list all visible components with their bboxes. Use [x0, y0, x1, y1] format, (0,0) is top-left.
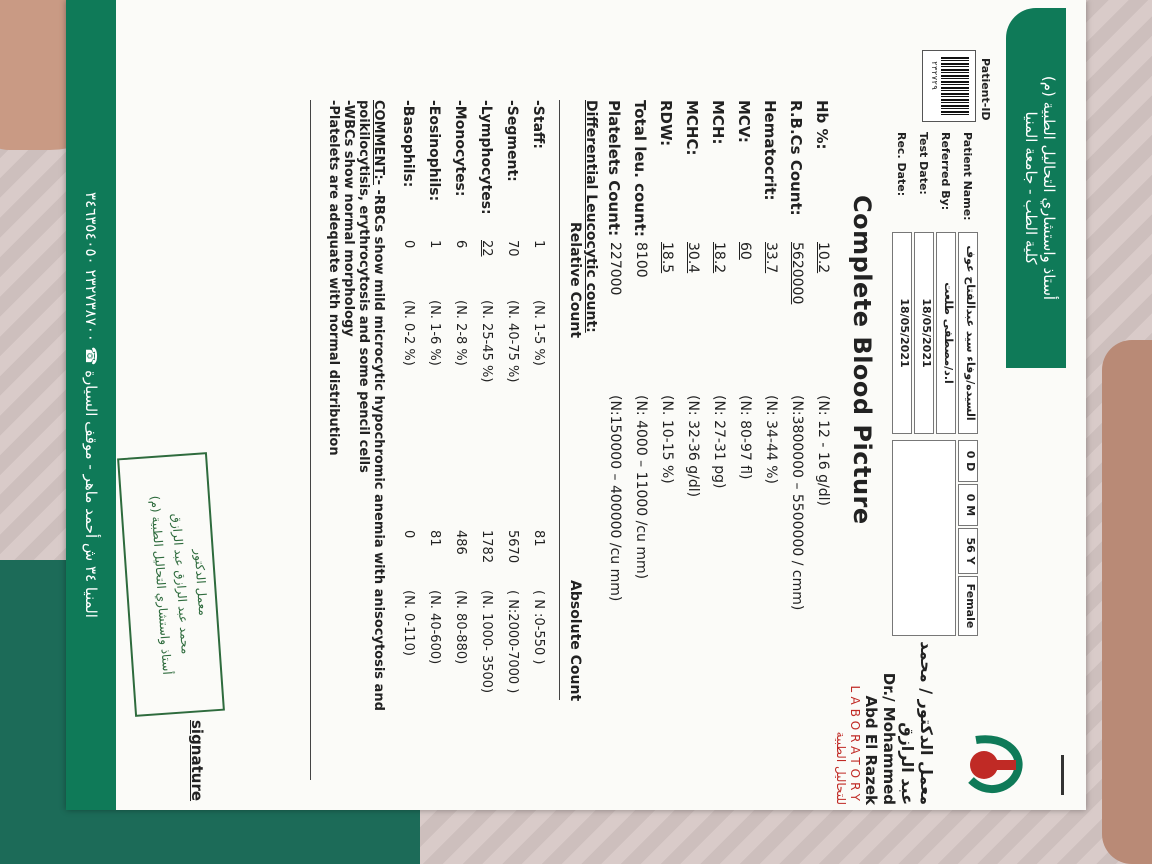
diff-rel-baso: 0	[401, 240, 416, 249]
test-date-label: Test Date:	[917, 132, 930, 195]
row-label-wbc: Total leu. count:	[631, 100, 649, 237]
row-normal-rdw: (N. 10-15 %)	[659, 395, 675, 484]
diff-reln-lymph: (N. 25-45 %)	[479, 300, 494, 383]
comment-line-4: -Platelets are adequate with normal distribution	[326, 100, 341, 456]
barcode-bars	[941, 57, 969, 115]
row-normal-hct: (N: 34-44 %)	[763, 395, 779, 484]
lab-report-paper	[66, 0, 1086, 810]
row-label-mcv: MCV:	[735, 100, 753, 143]
referred-by-field: ا.د/مصطفى طلعت	[936, 232, 956, 434]
rec-date-label: Rec. Date:	[895, 132, 908, 197]
row-label-hb: Hb %:	[813, 100, 831, 150]
lab-stamp	[117, 452, 225, 717]
patient-name-field: السيده/وفاء سيد عبدالفتاح عوف	[958, 232, 978, 434]
row-value-mch: 18.2	[711, 242, 727, 274]
row-normal-hb: (N: 12 - 16 g/dl)	[815, 395, 831, 506]
barcode-digits: ٢٣٢٧٢٩	[930, 61, 939, 90]
row-value-wbc: 8100	[633, 242, 649, 278]
lab-logo-icon	[936, 730, 1046, 800]
diff-reln-segment: (N. 40-75 %)	[505, 300, 520, 383]
signature-label: signature	[188, 720, 206, 802]
row-value-hct: 33.7	[763, 242, 779, 274]
row-label-rbc: R.B.Cs Count:	[787, 100, 805, 216]
diff-rel-lymph: 22	[479, 240, 494, 257]
row-normal-mch: (N: 27-31 pg)	[711, 395, 727, 489]
diff-absn-mono: (N. 80-880)	[453, 590, 468, 665]
diff-label-baso: -Basophils:	[400, 100, 416, 188]
diff-absn-baso: (N. 0-110)	[401, 590, 416, 656]
row-normal-mcv: (N: 80-97 fl)	[737, 395, 753, 480]
comment-line-3: -WBCs show normal morphology	[341, 100, 356, 337]
lab-name-en: Dr./ Mohammed Abd El Razek	[862, 672, 898, 805]
row-value-plt: 227000	[607, 242, 623, 296]
blank-info-box	[892, 440, 956, 636]
header-title-ar: أستاذ واستشاري التحاليل الطبية (م)	[1040, 75, 1058, 301]
row-label-plt: Platelets Count:	[605, 100, 623, 237]
lab-name-block	[834, 635, 936, 805]
row-normal-rbc: (N:3800000 – 5500000 / cmm)	[789, 395, 805, 611]
diff-label-segment: -Segment:	[504, 100, 520, 182]
absolute-count-head: Absolute Count	[567, 580, 583, 702]
comment-block	[326, 100, 386, 780]
comment-head: COMMENT:-	[371, 100, 386, 185]
stamp-line-2: محمد عبد الرازق عبد الرازق	[169, 513, 193, 655]
diff-abs-segment: 5670	[505, 530, 520, 564]
diff-abs-lymph: 1782	[479, 530, 494, 564]
patient-barcode	[922, 50, 976, 122]
row-label-mch: MCH:	[709, 100, 727, 145]
diff-reln-staff: (N. 1-5 %)	[531, 300, 546, 366]
row-label-hct: Hematocrit:	[761, 100, 779, 201]
diff-absn-eosino: (N. 40-600)	[427, 590, 442, 665]
diff-reln-baso: (N. 0-2 %)	[401, 300, 416, 366]
patient-name-label: Patient Name:	[961, 132, 974, 221]
diff-abs-staff: 81	[531, 530, 546, 547]
row-normal-mchc: (N: 32-36 g/dl)	[685, 395, 701, 498]
header-subtitle-ar: كلية الطب - جامعة المنيا	[1022, 111, 1040, 265]
row-value-mcv: 60	[737, 242, 753, 260]
diff-rel-mono: 6	[453, 240, 468, 249]
row-value-mchc: 30.4	[685, 242, 701, 274]
diff-label-eosino: -Eosinophils:	[426, 100, 442, 202]
stamp-line-1: معمل الدكتور	[191, 548, 211, 617]
lab-name-ar2: للتحاليل الطبية	[834, 731, 848, 805]
lab-laboratory-word: LABORATORY	[848, 685, 862, 805]
header-dash	[1061, 755, 1064, 795]
diff-absn-segment: ( N:2000-7000 )	[505, 590, 520, 694]
row-normal-plt: (N:150000 – 400000 /cu mm)	[607, 395, 623, 602]
footer-address: المنيا ٣٤ ش أحمد ماهر - موقف السيارة ☎ ٢٣٢٧٣٨٧٠٠ ٣٤٦٣٥٤٠٥٠	[66, 0, 116, 810]
age-months: 0 M	[958, 484, 978, 526]
diff-divider	[559, 100, 560, 700]
diff-absn-lymph: (N. 1000- 3500)	[479, 590, 494, 694]
row-label-mchc: MCHC:	[683, 100, 701, 156]
relative-count-head: Relative Count	[567, 222, 583, 339]
comment-divider	[310, 100, 311, 780]
referred-by-label: Referred By:	[939, 132, 952, 211]
diff-label-staff: -Staff:	[530, 100, 546, 149]
comment-text-1: -RBCs show mild microcytic hypochromic anemia with anisocytosis and	[371, 184, 386, 711]
diff-rel-eosino: 1	[427, 240, 442, 249]
diff-abs-eosino: 81	[427, 530, 442, 547]
comment-line-1	[371, 100, 386, 780]
row-value-rdw: 18.5	[659, 242, 675, 274]
rec-date-field: 18/05/2021	[892, 232, 912, 434]
age-years: 56 Y	[958, 528, 978, 574]
diff-abs-mono: 486	[453, 530, 468, 555]
diff-absn-staff: ( N :0-550 )	[531, 590, 546, 665]
diff-reln-eosino: (N. 1-6 %)	[427, 300, 442, 366]
patient-sex: Female	[958, 576, 978, 636]
lab-name-ar: معمل الدكتور / محمد عبد الرازق	[898, 641, 936, 805]
diff-label-lymph: -Lymphocytes:	[478, 100, 494, 215]
age-days: 0 D	[958, 440, 978, 482]
diff-label-mono: -Monocytes:	[452, 100, 468, 197]
diff-rel-staff: 1	[531, 240, 546, 249]
diff-rel-segment: 70	[505, 240, 520, 257]
report-title: Complete Blood Picture	[848, 195, 876, 525]
test-date-field: 18/05/2021	[914, 232, 934, 434]
patient-id-label: Patient-ID	[979, 58, 992, 121]
diff-abs-baso: 0	[401, 530, 416, 539]
hand-edge	[1102, 340, 1152, 864]
row-value-rbc: 5620000	[789, 242, 805, 305]
diff-title: Differential Leucocytic count:	[583, 100, 599, 333]
header-green-band	[1006, 8, 1066, 368]
stamp-line-3: أستاذ واستشاري التحاليل الطبية (م)	[147, 495, 175, 676]
row-value-hb: 10.2	[815, 242, 831, 274]
row-normal-wbc: (N: 4000 – 11000 /cu mm)	[633, 395, 649, 580]
comment-line-2: poikilocytisis, erythrocytosis and some pencil cells	[356, 100, 371, 473]
row-label-rdw: RDW:	[657, 100, 675, 147]
diff-reln-mono: (N. 2-8 %)	[453, 300, 468, 366]
